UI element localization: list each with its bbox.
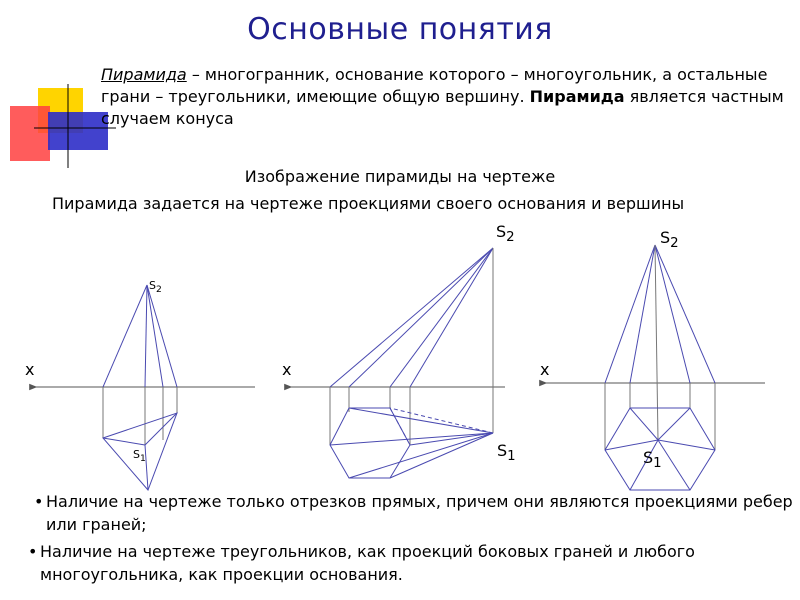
list-item [34,490,794,536]
axis-label-x-1: x [25,360,35,379]
drawing-subtitle: Изображение пирамиды на чертеже [244,167,556,186]
list-item [28,540,788,586]
apex-label-s2-fig3: $S_2$ [660,228,679,252]
apex-label-s1-fig3: $S_1$ [643,448,662,472]
definition-text-2: является частным случаем конуса [101,87,784,128]
list-item-text: Наличие на чертеже только отрезков прямых, причем они являются проекциями ребер или граней; [46,492,793,534]
list-item-text: Наличие на чертеже треугольников, как проекций боковых граней и любого многоугольника, как проекции основания. [40,542,695,584]
apex-label-s1-fig1: $S_1$ [133,448,146,465]
axis-label-x-2: x [282,360,292,379]
apex-label-s2-fig1: $S_2$ [149,279,162,296]
definition-text-1: – многогранник, основание которого – многоугольник, а остальные грани – треугольники, имеющие общую вершину. [101,65,768,106]
pyramid-figure-2 [285,248,505,478]
definition-term-pyramid: Пирамида [101,65,187,84]
axis-label-x-3: x [540,360,550,379]
definition-term-pyramid-bold: Пирамида [529,87,625,106]
bullet-marker: • [34,492,44,511]
drawing-description: Пирамида задается на чертеже проекциями своего основания и вершины [52,194,685,213]
bullet-marker: • [28,542,38,561]
page-title: Основные понятия [247,12,553,47]
apex-label-s1-fig2: $S_1$ [497,441,516,465]
properties-list [28,490,793,590]
apex-label-s2-fig2: $S_2$ [496,222,515,246]
